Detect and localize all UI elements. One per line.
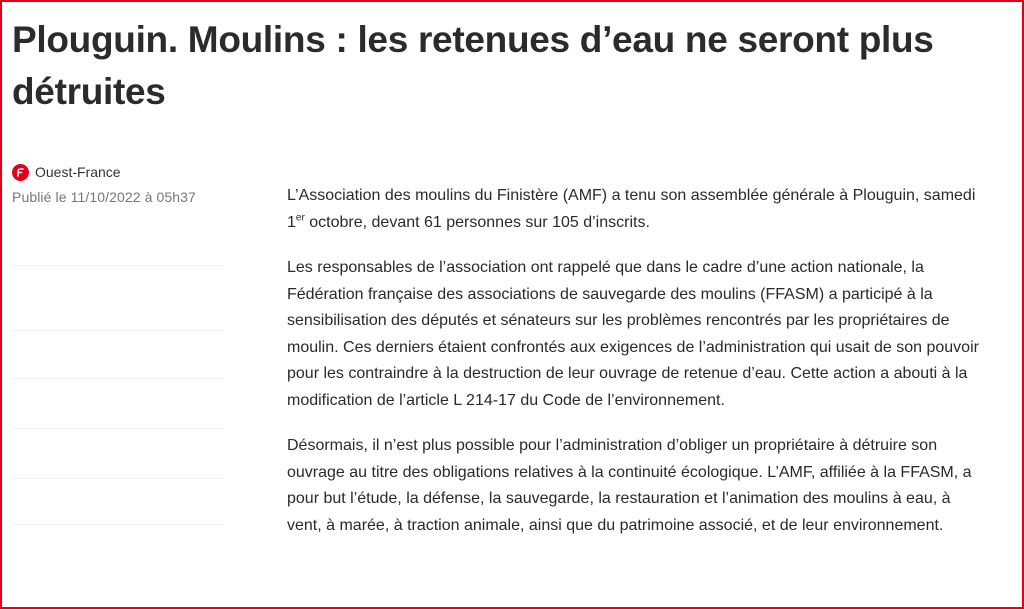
sidebar-divider — [12, 378, 224, 379]
article-source[interactable] — [12, 162, 121, 182]
ordinal-suffix: er — [295, 212, 305, 224]
ouest-france-logo-icon — [12, 164, 29, 181]
source-name[interactable]: Ouest-France — [35, 164, 121, 180]
article-paragraph: Les responsables de l’association ont rappelé que dans le cadre d’une action nationale, la Fédération française des associations de sauvegarde des moulins (FFASM) a participé à la sensibilisation des députés et sénateurs sur les problèmes rencontrés par les propriétaires de moulin. Ces derniers étaient confrontés aux exigences de l’administration qui usait de son pouvoir pour les contraindre à la destruction de leur ouvrage de retenue d’eau. Cette action a abouti à la modification de l’article L 214-17 du Code de l’environnement. — [287, 259, 979, 409]
sidebar-divider — [12, 428, 224, 429]
published-date: Publié le 11/10/2022 à 05h37 — [12, 189, 196, 205]
article-body — [287, 183, 987, 558]
paragraph-text: octobre, devant 61 personnes sur 105 d’inscrits. — [304, 213, 650, 231]
article-title: Plouguin. Moulins : les retenues d’eau ne seront plus détruites — [12, 19, 934, 112]
sidebar-divider — [12, 478, 224, 479]
paragraph-text: L’Association des moulins du Finistère (AMF) a tenu son assemblée générale à Plouguin, samedi 1 — [287, 187, 976, 231]
logo-glyph — [15, 167, 26, 178]
article-paragraph — [287, 183, 987, 236]
article-paragraph: Désormais, il n’est plus possible pour l’administration d’obliger un propriétaire à détruire son ouvrage au titre des obligations relatives à la continuité écologique. L’AMF, affiliée à la FFASM, a pour but l’étude, la défense, la sauvegarde, la restauration et l’animation des moulins à eau, à vent, à marée, à traction animale, ainsi que du patrimoine associé, et de leur environnement. — [287, 437, 972, 534]
sidebar-divider — [12, 265, 224, 266]
sidebar-divider — [12, 524, 224, 525]
sidebar-divider — [12, 330, 224, 331]
